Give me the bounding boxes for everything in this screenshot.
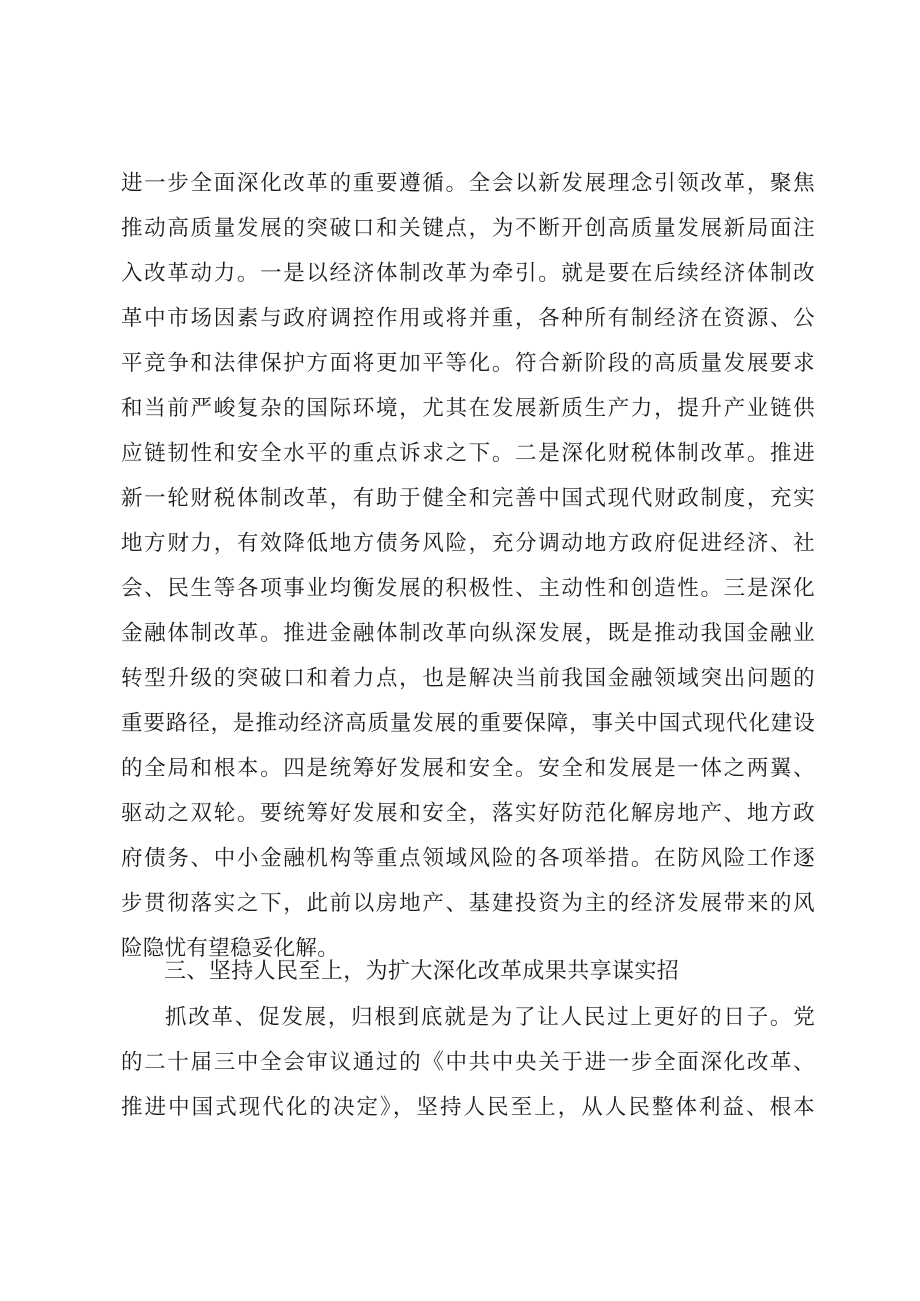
text-line: 险隐忧有望稳妥化解。 bbox=[121, 936, 340, 961]
text-line: 新一轮财税体制改革，有助于健全和完善中国式现代财政制度，充实 bbox=[121, 486, 815, 511]
text-line: 的二十届三中全会审议通过的《中共中央关于进一步全面深化改革、 bbox=[121, 1050, 815, 1075]
text-line: 转型升级的突破口和着力点，也是解决当前我国金融领域突出问题的 bbox=[121, 666, 815, 691]
text-line: 府债务、中小金融机构等重点领域风险的各项举措。在防风险工作逐 bbox=[121, 846, 815, 871]
text-line: 革中市场因素与政府调控作用或将并重，各种所有制经济在资源、公 bbox=[121, 306, 815, 331]
text-line: 会、民生等各项事业均衡发展的积极性、主动性和创造性。三是深化 bbox=[121, 576, 815, 601]
text-line: 重要路径，是推动经济高质量发展的重要保障，事关中国式现代化建设 bbox=[121, 711, 815, 736]
text-line: 进一步全面深化改革的重要遵循。全会以新发展理念引领改革，聚焦 bbox=[121, 171, 815, 196]
text-line: 步贯彻落实之下，此前以房地产、基建投资为主的经济发展带来的风 bbox=[121, 891, 815, 916]
text-line: 驱动之双轮。要统筹好发展和安全，落实好防范化解房地产、地方政 bbox=[121, 801, 815, 826]
text-line: 平竞争和法律保护方面将更加平等化。符合新阶段的高质量发展要求 bbox=[121, 351, 815, 376]
text-line: 应链韧性和安全水平的重点诉求之下。二是深化财税体制改革。推进 bbox=[121, 441, 815, 466]
text-line: 金融体制改革。推进金融体制改革向纵深发展，既是推动我国金融业 bbox=[121, 621, 815, 646]
text-line: 的全局和根本。四是统筹好发展和安全。安全和发展是一体之两翼、 bbox=[121, 756, 815, 781]
text-line: 和当前严峻复杂的国际环境，尤其在发展新质生产力，提升产业链供 bbox=[121, 396, 815, 421]
text-line: 入改革动力。一是以经济体制改革为牵引。就是要在后续经济体制改 bbox=[121, 261, 815, 286]
text-line: 推进中国式现代化的决定》，坚持人民至上，从人民整体利益、根本 bbox=[121, 1095, 815, 1120]
text-line: 推动高质量发展的突破口和关键点，为不断开创高质量发展新局面注 bbox=[121, 216, 815, 241]
section-heading: 三、坚持人民至上，为扩大深化改革成果共享谋实招 bbox=[164, 959, 680, 984]
text-line: 地方财力，有效降低地方债务风险，充分调动地方政府促进经济、社 bbox=[121, 531, 815, 556]
text-line: 抓改革、促发展，归根到底就是为了让人民过上更好的日子。党 bbox=[165, 1005, 815, 1030]
